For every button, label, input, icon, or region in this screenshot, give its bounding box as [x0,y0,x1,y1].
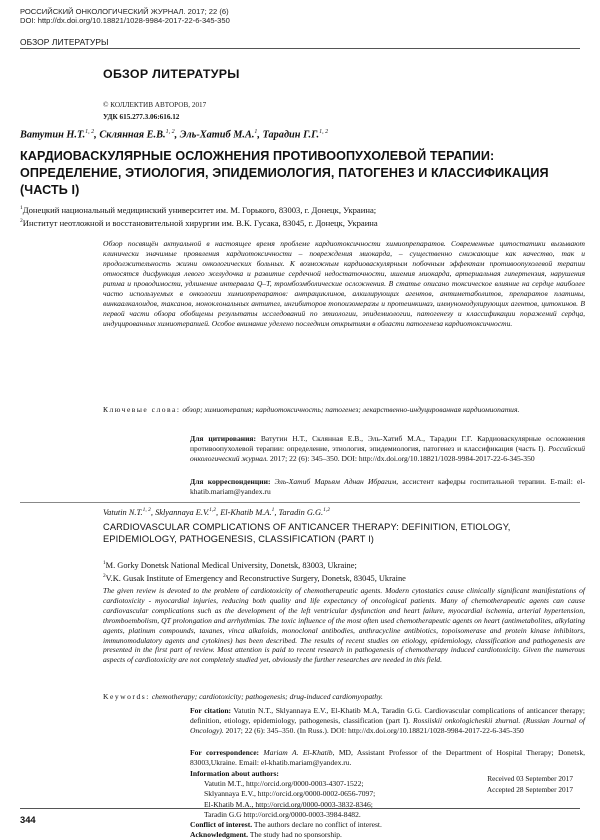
keywords-en [103,692,585,702]
author-affiliation-mark: 1, 2 [319,129,329,135]
authors-ru [20,129,580,140]
article-title-en: CARDIOVASCULAR COMPLICATIONS OF ANTICANCER THERAPY: DEFINITION, ETIOLOGY, EPIDEMIOLOGY, PATHOGENESIS, CLASSIFICATION (PART I) [103,522,511,545]
author-separator: , [94,129,100,141]
author-name: Склянная Е.В. [99,129,166,141]
keywords-label: Ключевые слова: [103,405,181,414]
correspondence-name: Mariam A. El-Khatib, [263,748,335,757]
language-divider [20,502,580,503]
author-separator: , [150,507,156,517]
affiliation-mark: 1 [20,205,23,211]
keywords-label: Keywords: [103,692,150,701]
orcid-line[interactable]: El-Khatib M.A., http://orcid.org/0000-0003-3832-8346; [204,799,373,809]
accepted-date: Accepted 28 September 2017 [486,784,573,794]
correspondence-text[interactable]: MD, Assistant Professor of the Department of Hospital Therapy; Donetsk, 83003,Ukraine. Email: el-khatib.mariam@yandex.ru. [190,748,585,768]
orcid-line[interactable]: Sklyannaya E.V., http://orcid.org/0000-0002-0656-7097; [204,789,376,799]
affiliation-text: Донецкий национальный медицинский университет им. М. Горького, 83003, г. Донецк, Украина; [22,204,377,215]
acknowledgment-statement [190,830,585,840]
acknowledgment-text: The study had no sponsorship. [249,830,342,840]
author-separator: , [257,129,263,141]
udk-code: УДК 615.277.3.06:616.12 [103,113,180,121]
author-name: Эль-Хатиб М.А. [179,129,255,141]
conflict-statement [190,820,585,830]
author-separator: , [174,129,180,141]
keywords-ru [103,405,585,415]
received-dates [487,774,573,796]
affiliation-text: V.K. Gusak Institute of Emergency and Reconstructive Surgery, Donetsk, 83045, Ukraine [105,573,406,583]
correspondence-label: Для корреспонденции: [190,477,271,486]
citation-tail[interactable]: 2017; 22 (6): 345–350. (In Russ.). DOI: http://dx.doi.org/10.18821/1028-9984-2017-22-6-345-350 [225,726,524,736]
author-name: El-Khatib M.A. [220,507,272,517]
author-separator: , [216,507,221,517]
affiliation-item [20,216,580,229]
abstract-ru: Обзор посвящён актуальной в настоящее время проблеме кардиотоксичности химиопрепаратов. Современные цитостатики вызывают клинически значимые проявления кардиотоксичности – повреждения миокарда, – существенно снижающие как качество, так и продолжительность жизни онкологических больных. К возможным кардиоваскулярным побочным эффектам противоопухолевой терапии относятся дисфункция левого желудочка и развитие сердечной недостаточности, ишемия миокарда, артериальная гипертензия, нарушения ритма и проводимости, удлинение интервала Q–T, тромбоэмболические осложнения. В статье описано токсическое влияние на сердце наиболее часто используемых в онкологии химиопрепаратов: антрациклинов, алкилирующих агентов, антиметаболитов, препаратов платины, винкаалкалоидов, таксанов, моноклональных антител, ингибиторов топоизомеразы и протеинкиназ, иммуномодулирующих агентов, цитокинов. В первой части обзора обобщены результаты исследований по этиологии, эпидемиологии, патогенезу и классификации поражений сердца, индуцированных химиотерапией. Особое внимание уделено последним открытиям в области патогенеза кардиотоксичности. [103,239,585,329]
footer-divider [20,808,580,809]
running-section-label: ОБЗОР ЛИТЕРАТУРЫ [20,37,109,47]
affiliations-ru [20,203,580,229]
correspondence-label: For correspondence: [190,748,260,757]
author-affiliation-mark: 1 [271,507,275,513]
copyright-line: © КОЛЛЕКТИВ АВТОРОВ, 2017 [103,101,207,109]
orcid-line[interactable]: Taradin G.G http://orcid.org/0000-0003-3984-8482. [204,809,361,819]
author-name: Vatutin N.T. [103,507,143,517]
correspondence-ru [190,477,585,497]
author-affiliation-mark: 1, 2 [142,507,151,513]
article-title-ru: КАРДИОВАСКУЛЯРНЫЕ ОСЛОЖНЕНИЯ ПРОТИВООПУХОЛЕВОЙ ТЕРАПИИ: ОПРЕДЕЛЕНИЕ, ЭТИОЛОГИЯ, ЭПИДЕМИОЛОГИЯ, ПАТОГЕНЕЗ И КЛАССИФИКАЦИЯ (ЧАСТЬ I) [20,149,549,197]
affiliation-item [20,203,580,216]
section-heading: ОБЗОР ЛИТЕРАТУРЫ [103,67,240,81]
page-number: 344 [20,814,36,825]
correspondence-name: Эль-Хатиб Марьям Аднан Ибрагим, [274,477,399,486]
header-divider [20,48,580,49]
affiliation-mark: 2 [20,218,23,225]
author-separator: , [274,507,279,517]
author-name: Taradin G.G. [278,507,324,517]
citation-label: Для цитирования: [190,434,257,443]
citation-journal: Rossiiskii onkologicheskii zhurnal. (Russian Journal of Oncology). [190,716,585,736]
conflict-text: The authors declare no conflict of interest. [253,820,382,830]
correspondence-en [190,748,585,768]
affiliation-item [103,571,585,584]
citation-journal: Российский онкологический журнал. [190,444,585,464]
journal-doi[interactable]: DOI: http://dx.doi.org/10.18821/1028-9984-2017-22-6-345-350 [20,15,230,25]
conflict-label: Conflict of interest. [190,820,253,830]
keywords-text: chemotherapy; cardiotoxicity; pathogenesis; drug-induced cardiomyopathy. [151,692,383,701]
affiliation-item [103,558,585,571]
authors-en [103,507,585,517]
keywords-text: обзор; химиотерапия; кардиотоксичность; патогенез; лекарственно-индуцированная кардиомиопатия. [182,405,520,414]
citation-tail[interactable]: 2017; 22 (6): 345–350. DOI: http://dx.doi.org/10.18821/1028-9984-2017-22-6-345-350 [270,454,535,464]
abstract-en: The given review is devoted to the problem of cardiotoxicity of chemotherapeutic agents. Modern cytostatics cause clinically significant manifestations of cardiotoxicity - myocardial injuries, reducing both quality and life expectancy of oncological patients. Many of chemotherapeutic agents can cause cardiovascular complications such as the development of the left ventricular dysfunction and heart failure, myocardial ischemia, arterial hypertension, thromboembolism, QT prolongation and arrhythmias. The toxic influence of the most often used chemotherapeutic agents on heart (antimetabolites, alkylating agents, platinum compounds, taxanes, vinca alkaloids, monoclonal antibodies, anthracycline antibiotics, topoisomerase and protein kinase inhibitors, immunomodulatory agents and cytokines) has been described. The results of recent studies on etiology, epidemiology, classification and pathogenesis are presented in the first part of review. Most attention is paid to recent research in pathogenesis of chemotherapy induced cardiotoxicity. Given the numerous aspects of cardiotoxicity are not completely studied yet, obviously the further researches are needed in this field. [103,586,585,665]
author-name: Ватутин Н.Т. [20,129,86,141]
acknowledgment-label: Acknowledgment. [190,830,249,840]
author-affiliation-mark: 1,2 [323,507,331,513]
affiliations-en [103,558,585,584]
author-affiliation-mark: 1, 2 [85,129,95,135]
citation-text: Ватутин Н.Т., Склянная Е.В., Эль-Хатиб М.А., Тарадин Г.Г. Кардиоваскулярные осложнения противоопухолевой терапии: определение, этиология, эпидемиология, патогенез и классификация (часть I). [190,434,585,454]
correspondence-text[interactable]: ассистент кафедры госпитальной терапии. E-mail: el-khatib.mariam@yandex.ru [190,477,585,497]
author-affiliation-mark: 1 [254,129,258,135]
author-affiliation-mark: 1, 2 [165,129,175,135]
affiliation-mark: 1 [103,560,106,566]
affiliation-text: Институт неотложной и восстановительной хирургии им. В.К. Гусака, 83045, г. Донецк, Украина [22,218,378,229]
journal-name: РОССИЙСКИЙ ОНКОЛОГИЧЕСКИЙ ЖУРНАЛ. 2017; 22 (6) [20,7,229,16]
citation-en [190,706,585,736]
journal-header [20,8,230,25]
orcid-line[interactable]: Vatutin M.T., http://orcid.org/0000-0003-4307-1522; [204,779,364,789]
citation-ru [190,434,585,464]
author-affiliation-mark: 1,2 [209,507,216,513]
received-date: Received 03 September 2017 [487,774,573,783]
citation-label: For citation: [190,706,232,715]
author-name: Тарадин Г.Г. [262,129,320,141]
affiliation-text: M. Gorky Donetsk National Medical University, Donetsk, 83003, Ukraine; [105,560,357,570]
author-name: Sklyannaya E.V. [155,507,210,517]
citation-text: Vatutin N.T., Sklyannaya E.V., El-Khatib M.A, Taradin G.G. Cardiovascular complications of anticancer therapy; definition, etiology, epidemiology, pathogenesis, classification (part I). [190,706,585,726]
author-info-label: Information about authors: [190,769,279,778]
affiliation-mark: 2 [103,573,106,579]
